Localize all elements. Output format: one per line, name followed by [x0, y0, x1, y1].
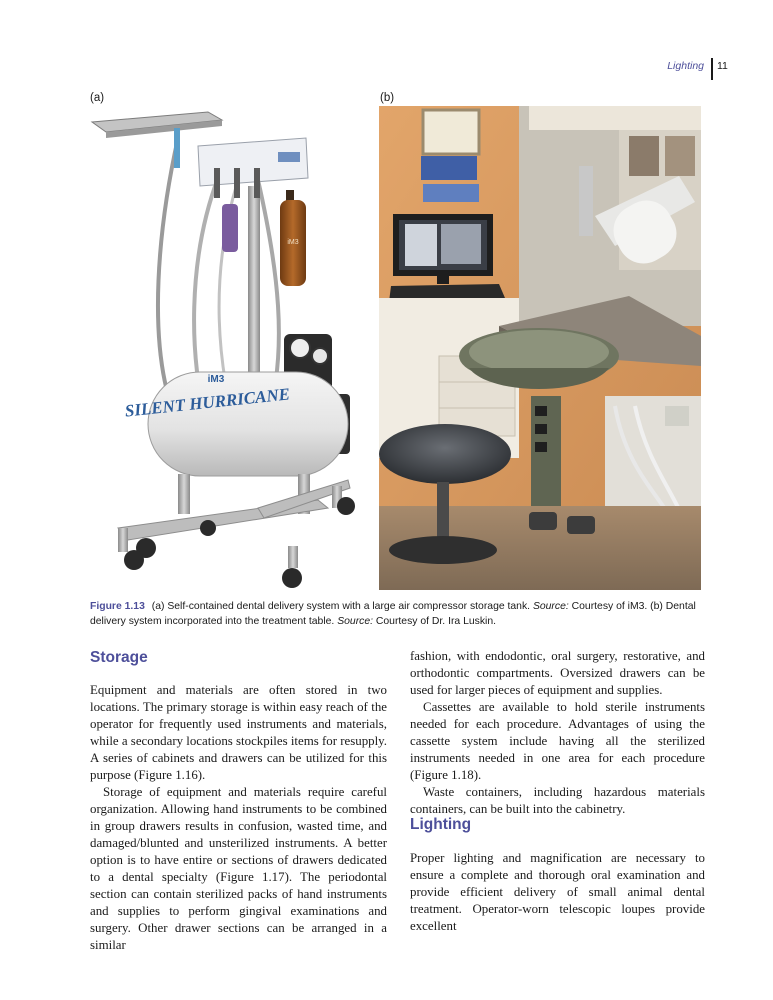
- figure-a-dental-cart-photo: [88, 108, 366, 590]
- compressor-model-label: iM3: [207, 374, 225, 385]
- right-column-body: [410, 648, 705, 818]
- storage-body: [90, 682, 387, 954]
- caption-source-text-1: Courtesy of iM3. (b) Dental delivery system incorporated into the treatment table.: [90, 601, 696, 627]
- compressor-brand-label: SILENT HURRICANE: [123, 384, 291, 421]
- right-paragraph-3: Waste containers, including hazardous materials containers, can be built into the cabinetry.: [410, 785, 705, 816]
- panel-a-label: (a): [90, 92, 105, 104]
- storage-heading: Storage: [90, 649, 148, 666]
- header-divider: [711, 58, 713, 80]
- figure-b-treatment-table-photo: [379, 106, 701, 590]
- lighting-body: [410, 850, 705, 935]
- storage-paragraph-2: Storage of equipment and materials require careful organization. Allowing hand instruments to be combined in group drawers results in confusion, wasted time, and damaged/blunted and unsterilized instruments. A better option is to have entire or sections of drawers dedicated to a dental specialty (Figure 1.17). The periodontal section can contain sterilized packs of hand instruments and supplies to perform gingival examinations and surgery. Other drawer sections can be arranged in a similar: [90, 785, 387, 952]
- caption-source-text-2: Courtesy of Dr. Ira Luskin.: [373, 615, 497, 627]
- right-paragraph-2: Cassettes are available to hold sterile instruments needed for each procedure. Advantages of using the cassette system include having all the sterilized instruments needed in one area for each procedure (Figure 1.18).: [410, 700, 705, 782]
- page-number: 11: [717, 60, 728, 72]
- figure-number: Figure 1.13: [90, 601, 145, 612]
- caption-source-label-1: Source:: [532, 601, 569, 612]
- running-header-section: Lighting: [667, 60, 704, 72]
- lighting-paragraph-1: Proper lighting and magnification are necessary to ensure a complete and thorough oral examination and provide efficient delivery of small animal dental treatment. Operator-worn telescopic loupes provide excellent: [410, 851, 705, 933]
- panel-b-label: (b): [380, 92, 395, 104]
- storage-paragraph-1: Equipment and materials are often stored in two locations. The primary storage is within easy reach of the operator for frequently used instruments and materials, while a secondary locations stockpiles items for resupply. A series of cabinets and drawers can be utilized for this purpose (Figure 1.16).: [90, 683, 388, 782]
- lighting-heading: Lighting: [410, 816, 472, 833]
- right-paragraph-1: fashion, with endodontic, oral surgery, restorative, and orthodontic compartments. Oversized drawers can be used for larger pieces of equipment and supplies.: [410, 649, 705, 697]
- bottle-label: iM3: [287, 239, 299, 246]
- caption-source-label-2: Source:: [337, 615, 374, 627]
- figure-caption: [90, 600, 710, 630]
- caption-part-1: (a) Self-contained dental delivery system with a large air compressor storage tank.: [151, 601, 533, 612]
